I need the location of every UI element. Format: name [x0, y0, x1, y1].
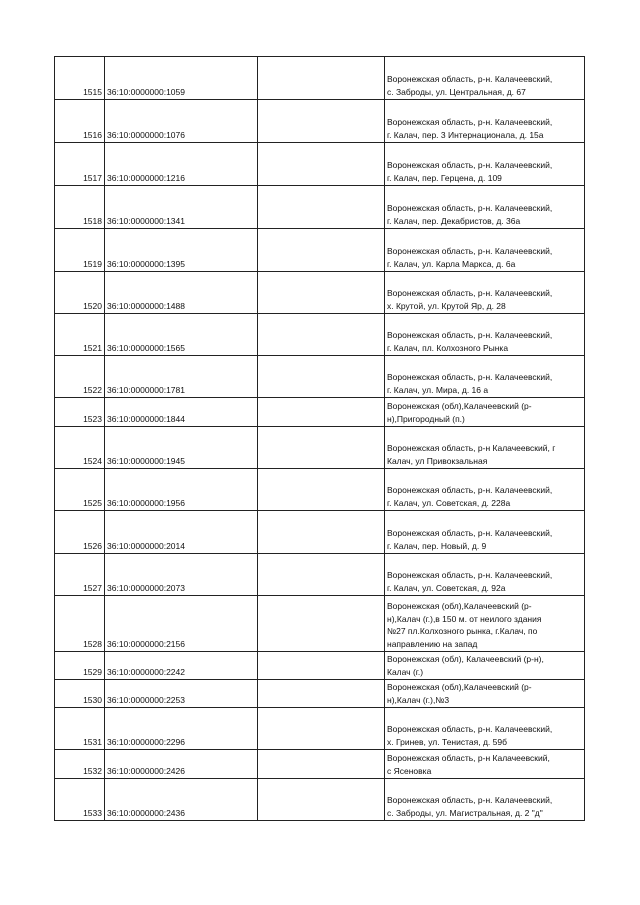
table-row — [55, 554, 585, 596]
table-row — [55, 652, 585, 680]
table-row — [55, 427, 585, 469]
row-number-cell: 1515 — [55, 57, 105, 100]
row-number-cell: 1520 — [55, 272, 105, 314]
address-cell: Воронежская (обл),Калачеевский (р- н),Калач (г.),№3 — [385, 680, 585, 708]
cadastral-number-cell: 36:10:0000000:2156 — [105, 596, 258, 652]
row-number-cell: 1531 — [55, 708, 105, 750]
row-number-cell: 1521 — [55, 314, 105, 356]
empty-cell — [258, 469, 385, 511]
cadastral-number-cell: 36:10:0000000:1395 — [105, 229, 258, 272]
empty-cell — [258, 186, 385, 229]
table-body — [55, 57, 585, 821]
table-row — [55, 750, 585, 779]
table-row — [55, 511, 585, 554]
row-number-cell: 1517 — [55, 143, 105, 186]
table-row — [55, 708, 585, 750]
table-row — [55, 596, 585, 652]
row-number-cell: 1516 — [55, 100, 105, 143]
empty-cell — [258, 427, 385, 469]
address-cell: Воронежская область, р-н. Калачеевский, г. Калач, пл. Колхозного Рынка — [385, 314, 585, 356]
cadastral-number-cell: 36:10:0000000:2073 — [105, 554, 258, 596]
table-row — [55, 469, 585, 511]
empty-cell — [258, 314, 385, 356]
row-number-cell: 1529 — [55, 652, 105, 680]
table-row — [55, 680, 585, 708]
empty-cell — [258, 398, 385, 427]
address-cell: Воронежская область, р-н. Калачеевский, г. Калач, пер. Декабристов, д. 36а — [385, 186, 585, 229]
table-row — [55, 186, 585, 229]
table-row — [55, 314, 585, 356]
row-number-cell: 1533 — [55, 779, 105, 821]
empty-cell — [258, 554, 385, 596]
address-cell: Воронежская область, р-н. Калачеевский, г. Калач, ул. Карла Маркса, д. 6а — [385, 229, 585, 272]
address-cell: Воронежская область, р-н. Калачеевский, г. Калач, пер. Новый, д. 9 — [385, 511, 585, 554]
cadastral-number-cell: 36:10:0000000:1945 — [105, 427, 258, 469]
table-row — [55, 356, 585, 398]
table-row — [55, 779, 585, 821]
table-row — [55, 100, 585, 143]
empty-cell — [258, 100, 385, 143]
address-cell: Воронежская область, р-н. Калачеевский, с. Заброды, ул. Магистральная, д. 2 "д" — [385, 779, 585, 821]
row-number-cell: 1527 — [55, 554, 105, 596]
empty-cell — [258, 708, 385, 750]
row-number-cell: 1523 — [55, 398, 105, 427]
cadastral-table — [54, 56, 585, 821]
empty-cell — [258, 652, 385, 680]
row-number-cell: 1530 — [55, 680, 105, 708]
table-row — [55, 143, 585, 186]
empty-cell — [258, 750, 385, 779]
address-cell: Воронежская (обл), Калачеевский (р-н), Калач (г.) — [385, 652, 585, 680]
cadastral-number-cell: 36:10:0000000:1956 — [105, 469, 258, 511]
address-cell: Воронежская область, р-н Калачеевский, г Калач, ул Привокзальная — [385, 427, 585, 469]
row-number-cell: 1525 — [55, 469, 105, 511]
cadastral-number-cell: 36:10:0000000:2436 — [105, 779, 258, 821]
cadastral-number-cell: 36:10:0000000:1341 — [105, 186, 258, 229]
cadastral-number-cell: 36:10:0000000:2242 — [105, 652, 258, 680]
address-cell: Воронежская область, р-н Калачеевский, с Ясеновка — [385, 750, 585, 779]
table-row — [55, 398, 585, 427]
empty-cell — [258, 356, 385, 398]
empty-cell — [258, 143, 385, 186]
address-cell: Воронежская область, р-н. Калачеевский, г. Калач, ул. Советская, д. 228а — [385, 469, 585, 511]
empty-cell — [258, 57, 385, 100]
row-number-cell: 1526 — [55, 511, 105, 554]
empty-cell — [258, 229, 385, 272]
table-row — [55, 57, 585, 100]
cadastral-number-cell: 36:10:0000000:1781 — [105, 356, 258, 398]
address-cell: Воронежская область, р-н. Калачеевский, г. Калач, ул. Мира, д. 16 а — [385, 356, 585, 398]
row-number-cell: 1532 — [55, 750, 105, 779]
empty-cell — [258, 511, 385, 554]
address-cell: Воронежская область, р-н. Калачеевский, г. Калач, пер. 3 Интернационала, д. 15а — [385, 100, 585, 143]
address-cell: Воронежская область, р-н. Калачеевский, с. Заброды, ул. Центральная, д. 67 — [385, 57, 585, 100]
cadastral-number-cell: 36:10:0000000:1076 — [105, 100, 258, 143]
cadastral-number-cell: 36:10:0000000:1216 — [105, 143, 258, 186]
empty-cell — [258, 272, 385, 314]
cadastral-number-cell: 36:10:0000000:1844 — [105, 398, 258, 427]
address-cell: Воронежская область, р-н. Калачеевский, х. Гринев, ул. Тенистая, д. 59б — [385, 708, 585, 750]
row-number-cell: 1524 — [55, 427, 105, 469]
cadastral-number-cell: 36:10:0000000:2426 — [105, 750, 258, 779]
cadastral-number-cell: 36:10:0000000:1059 — [105, 57, 258, 100]
row-number-cell: 1528 — [55, 596, 105, 652]
empty-cell — [258, 779, 385, 821]
cadastral-number-cell: 36:10:0000000:2014 — [105, 511, 258, 554]
address-cell: Воронежская (обл),Калачеевский (р- н),Калач (г.),в 150 м. от неилого здания №27 пл.Колхозного рынка, г.Калач, по направлению на запад — [385, 596, 585, 652]
row-number-cell: 1522 — [55, 356, 105, 398]
row-number-cell: 1519 — [55, 229, 105, 272]
address-cell: Воронежская область, р-н. Калачеевский, х. Крутой, ул. Крутой Яр, д. 28 — [385, 272, 585, 314]
cadastral-number-cell: 36:10:0000000:1488 — [105, 272, 258, 314]
empty-cell — [258, 680, 385, 708]
empty-cell — [258, 596, 385, 652]
address-cell: Воронежская область, р-н. Калачеевский, г. Калач, пер. Герцена, д. 109 — [385, 143, 585, 186]
cadastral-number-cell: 36:10:0000000:2253 — [105, 680, 258, 708]
table-row — [55, 229, 585, 272]
cadastral-number-cell: 36:10:0000000:2296 — [105, 708, 258, 750]
row-number-cell: 1518 — [55, 186, 105, 229]
address-cell: Воронежская область, р-н. Калачеевский, г. Калач, ул. Советская, д. 92а — [385, 554, 585, 596]
address-cell: Воронежская (обл),Калачеевский (р- н),Пригородный (п.) — [385, 398, 585, 427]
cadastral-number-cell: 36:10:0000000:1565 — [105, 314, 258, 356]
table-row — [55, 272, 585, 314]
